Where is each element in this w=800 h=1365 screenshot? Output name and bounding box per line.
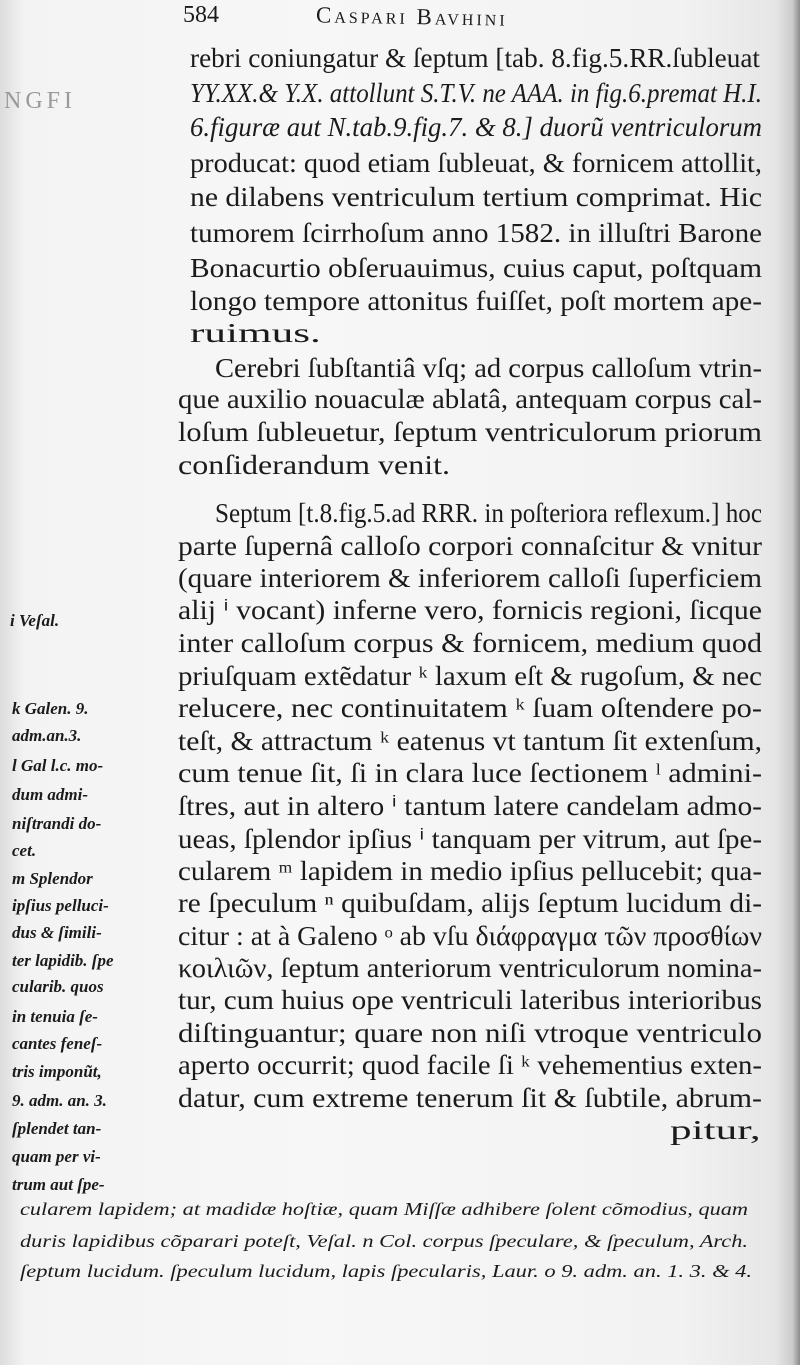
text-line: ruimus. bbox=[190, 318, 321, 348]
text-line: priuſquam extẽdatur ᵏ laxum eſt & rugoſum, & nec bbox=[178, 661, 762, 691]
text-line: teſt, & attractum ᵏ eatenus vt tantum ſit extenſum, bbox=[178, 726, 762, 756]
text-line: ueas, ſplendor ipſius ⁱ tanquam per vitrum, aut ſpe- bbox=[178, 824, 762, 854]
footnote-line: duris lapidibus cõparari poteſt, Veſal. n Col. corpus ſpeculare, & ſpeculum, Arch. bbox=[20, 1231, 748, 1251]
margin-note-line: dum admi- bbox=[12, 785, 89, 804]
bleed-through-text: NGFI bbox=[4, 88, 77, 114]
page-number: 584 bbox=[183, 2, 219, 28]
text-line: diſtinguantur; quare non niſi vtroque ventriculo bbox=[178, 1018, 762, 1048]
text-line: tur, cum huius ope ventriculi lateribus interioribus bbox=[178, 985, 762, 1015]
text-line: relucere, nec continuitatem ᵏ ſuam oſtendere po- bbox=[178, 693, 762, 723]
text-line: Bonacurtio obſeruauimus, cuius caput, poſtquam bbox=[190, 253, 763, 283]
text-line: citur : at à Galeno ᵒ ab vſu διάφραγμα τῶν προσθίων bbox=[178, 921, 762, 951]
text-line: κοιλιῶν, ſeptum anteriorum ventriculorum nomina- bbox=[178, 953, 762, 983]
margin-note-line: trum aut ſpe- bbox=[12, 1175, 105, 1194]
margin-note-line: niſtrandi do- bbox=[12, 814, 102, 833]
margin-note-line: ſplendet tan- bbox=[12, 1119, 102, 1138]
margin-note-line: l Gal l.c. mo- bbox=[12, 756, 104, 775]
text-line: Cerebri ſubſtantiâ vſq; ad corpus calloſum vtrin- bbox=[215, 353, 762, 383]
text-line: aperto occurrit; quod facile ſi ᵏ vehementius exten- bbox=[178, 1050, 762, 1080]
margin-note-line: i Veſal. bbox=[10, 611, 60, 630]
text-line: inter calloſum corpus & fornicem, medium quod bbox=[178, 628, 762, 658]
margin-note-line: cantes feneſ- bbox=[12, 1034, 103, 1053]
footnote-line: ſeptum lucidum. ſpeculum lucidum, lapis ſpecularis, Laur. o 9. adm. an. 1. 3. & 4. bbox=[20, 1261, 752, 1281]
text-line: datur, cum extreme tenerum ſit & ſubtile, abrum- bbox=[178, 1083, 762, 1113]
text-line: 6.figuræ aut N.tab.9.fig.7. & 8.] duorũ ventriculorum bbox=[190, 112, 762, 142]
text-line: cularem ᵐ lapidem in medio ipſius pellucebit; qua- bbox=[178, 856, 762, 886]
page-edge-shadow bbox=[792, 0, 800, 1365]
text-line: parte ſupernâ calloſo corpori connaſcitur & vnitur bbox=[178, 531, 762, 561]
text-line: YY.XX.& Y.X. attollunt S.T.V. ne AAA. in fig.6.premat H.I. bbox=[190, 78, 762, 108]
text-line: rebri coniungatur & ſeptum [tab. 8.fig.5.RR.ſubleuat bbox=[190, 43, 761, 73]
margin-note-line: tris imponũt, bbox=[12, 1062, 102, 1081]
margin-note-line: adm.an.3. bbox=[12, 726, 82, 745]
text-line: Septum [t.8.fig.5.ad RRR. in poſteriora reflexum.] hoc bbox=[215, 498, 762, 528]
text-line: producat: quod etiam ſubleuat, & fornicem attollit, bbox=[190, 148, 763, 178]
text-line: pitur, bbox=[670, 1115, 761, 1145]
text-line: loſum ſubleuetur, ſeptum ventriculorum priorum bbox=[178, 417, 762, 447]
text-line: tumorem ſcirrhoſum anno 1582. in illuſtri Barone bbox=[190, 218, 762, 248]
text-line: alij ⁱ vocant) inferne vero, fornicis regioni, ſicque bbox=[178, 595, 762, 625]
margin-note-line: ipſius pelluci- bbox=[12, 896, 109, 915]
footnote-line: cularem lapidem; at madidæ hoſtiæ, quam Miſſæ adhibere ſolent cõmodius, quam bbox=[20, 1199, 749, 1219]
text-line: ſtres, aut in altero ⁱ tantum latere candelam admo- bbox=[178, 791, 762, 821]
running-head: Caspari Bavhini bbox=[315, 2, 508, 31]
text-line: que auxilio nouaculæ ablatâ, antequam corpus cal- bbox=[178, 384, 762, 414]
margin-note-line: in tenuia ſe- bbox=[12, 1007, 98, 1026]
text-line: (quare interiorem & inferiorem calloſi ſuperficiem bbox=[178, 563, 762, 593]
text-line: conſiderandum venit. bbox=[178, 450, 450, 480]
margin-note-line: k Galen. 9. bbox=[12, 699, 89, 718]
margin-note-line: m Splendor bbox=[12, 869, 93, 888]
margin-note-line: 9. adm. an. 3. bbox=[12, 1091, 107, 1110]
text-line: longo tempore attonitus fuiſſet, poſt mortem ape- bbox=[190, 286, 762, 316]
margin-note-line: ter lapidib. ſpe bbox=[12, 951, 114, 970]
text-line: cum tenue ſit, ſi in clara luce ſectionem ˡ admini- bbox=[178, 758, 762, 788]
text-line: re ſpeculum ⁿ quibuſdam, alijs ſeptum lucidum di- bbox=[178, 888, 762, 918]
margin-note-line: quam per vi- bbox=[12, 1147, 101, 1166]
text-line: ne dilabens ventriculum tertium comprimat. Hic bbox=[190, 182, 762, 212]
margin-note-line: dus & ſimili- bbox=[12, 923, 102, 942]
margin-note-line: cet. bbox=[12, 841, 37, 860]
margin-note-line: cularib. quos bbox=[12, 977, 104, 996]
